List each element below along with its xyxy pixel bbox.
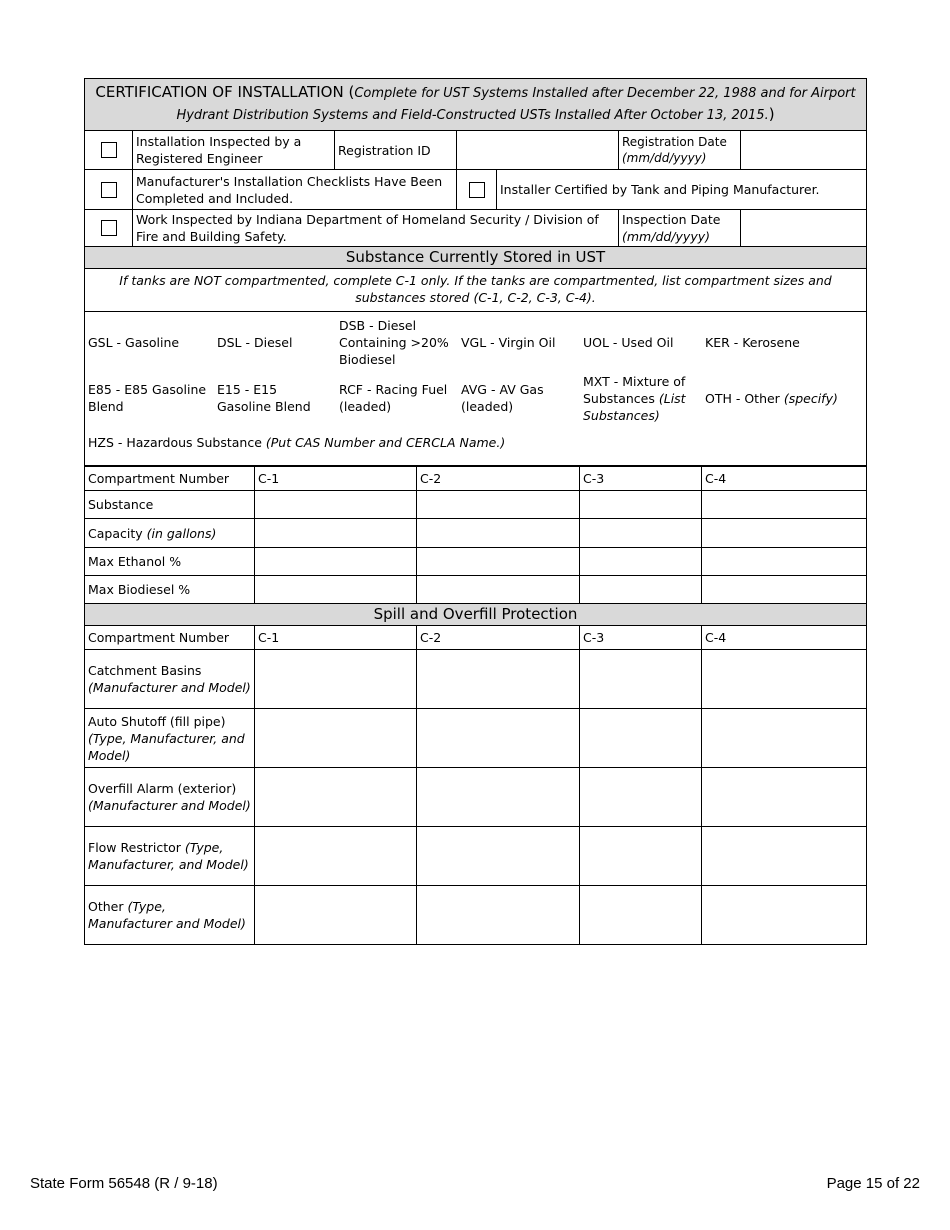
code-oth-note: (specify) bbox=[783, 390, 838, 406]
installer-certified-label: Installer Certified by Tank and Piping Manufacturer. bbox=[497, 170, 867, 210]
code-oth: OTH - Other bbox=[705, 390, 780, 406]
flow-c2-field[interactable] bbox=[417, 827, 580, 886]
other-protection-label: Other (Type, Manufacturer and Model) bbox=[85, 886, 255, 945]
other-c2-field[interactable] bbox=[417, 886, 580, 945]
certification-form bbox=[84, 78, 866, 945]
code-mxt-note: (List Substances) bbox=[583, 390, 686, 423]
code-gsl: GSL - Gasoline bbox=[88, 334, 180, 350]
installer-certified-checkbox[interactable] bbox=[469, 182, 485, 198]
form-table bbox=[84, 78, 867, 466]
checklists-completed-checkbox[interactable] bbox=[101, 182, 117, 198]
certification-subtitle: Complete for UST Systems Installed after December 22, 1988 and for Airport Hydrant Distribution Systems and Field-Constructed USTs Installed After October 13, 2015. bbox=[176, 86, 856, 123]
engineer-inspected-label: Installation Inspected by a Registered Engineer bbox=[133, 131, 335, 170]
flow-c4-field[interactable] bbox=[702, 827, 867, 886]
code-uol: UOL - Used Oil bbox=[583, 334, 674, 350]
substance-row-label: Substance bbox=[85, 491, 255, 519]
engineer-checkbox-cell bbox=[85, 131, 133, 170]
code-avg: AVG - AV Gas (leaded) bbox=[461, 382, 544, 414]
work-inspected-label: Work Inspected by Indiana Department of Homeland Security / Division of Fire and Building Safety. bbox=[133, 210, 619, 247]
ethanol-c4-field[interactable] bbox=[702, 548, 867, 576]
catchment-c3-field[interactable] bbox=[580, 650, 702, 709]
catchment-c1-field[interactable] bbox=[255, 650, 417, 709]
capacity-c4-field[interactable] bbox=[702, 519, 867, 548]
overfill-c2-field[interactable] bbox=[417, 768, 580, 827]
inspection-date-field[interactable] bbox=[741, 210, 867, 247]
substance-c2-field[interactable] bbox=[417, 491, 580, 519]
code-dsb: DSB - Diesel Containing >20% Biodiesel bbox=[339, 317, 449, 367]
spill-header-c3: C-3 bbox=[580, 626, 702, 650]
substance-header-c2: C-2 bbox=[417, 467, 580, 491]
compartment-instructions: If tanks are NOT compartmented, complete C-1 only. If the tanks are compartmented, list compartment sizes and substances stored (C-1, C-2, C-3, C-4). bbox=[85, 269, 867, 312]
code-e85: E85 - E85 Gasoline Blend bbox=[88, 382, 207, 414]
capacity-unit-note: (in gallons) bbox=[146, 525, 217, 541]
catchment-basins-note: (Manufacturer and Model) bbox=[88, 680, 251, 695]
capacity-c1-field[interactable] bbox=[255, 519, 417, 548]
code-vgl: VGL - Virgin Oil bbox=[461, 334, 556, 350]
overfill-alarm-note: (Manufacturer and Model) bbox=[88, 798, 251, 813]
substance-c4-field[interactable] bbox=[702, 491, 867, 519]
biodiesel-c3-field[interactable] bbox=[580, 576, 702, 604]
installer-checkbox-cell bbox=[457, 170, 497, 210]
ethanol-c3-field[interactable] bbox=[580, 548, 702, 576]
page-number: Page 15 of 22 bbox=[826, 1175, 920, 1192]
code-e15: E15 - E15 Gasoline Blend bbox=[217, 382, 311, 414]
other-c1-field[interactable] bbox=[255, 886, 417, 945]
max-ethanol-row-label: Max Ethanol % bbox=[85, 548, 255, 576]
auto-shutoff-label: Auto Shutoff (fill pipe) (Type, Manufacturer, and Model) bbox=[85, 709, 255, 768]
engineer-inspected-checkbox[interactable] bbox=[101, 142, 117, 158]
code-rcf: RCF - Racing Fuel (leaded) bbox=[339, 382, 448, 414]
code-dsl: DSL - Diesel bbox=[217, 334, 293, 350]
overfill-alarm-label: Overfill Alarm (exterior) (Manufacturer and Model) bbox=[85, 768, 255, 827]
substance-header-c1: C-1 bbox=[255, 467, 417, 491]
form-id: State Form 56548 (R / 9-18) bbox=[30, 1175, 218, 1192]
substance-code-legend bbox=[88, 315, 863, 457]
autoshutoff-c2-field[interactable] bbox=[417, 709, 580, 768]
ethanol-c1-field[interactable] bbox=[255, 548, 417, 576]
autoshutoff-c1-field[interactable] bbox=[255, 709, 417, 768]
code-mxt: MXT - Mixture of Substances bbox=[583, 373, 686, 406]
code-oth-cell bbox=[705, 369, 863, 427]
autoshutoff-c3-field[interactable] bbox=[580, 709, 702, 768]
work-checkbox-cell bbox=[85, 210, 133, 247]
section-header-substance: Substance Currently Stored in UST bbox=[85, 247, 867, 269]
substance-compartment-number-label: Compartment Number bbox=[85, 467, 255, 491]
substance-c3-field[interactable] bbox=[580, 491, 702, 519]
biodiesel-c4-field[interactable] bbox=[702, 576, 867, 604]
checklists-completed-label: Manufacturer's Installation Checklists Have Been Completed and Included. bbox=[133, 170, 457, 210]
substance-header-c3: C-3 bbox=[580, 467, 702, 491]
section-header-spill-overfill: Spill and Overfill Protection bbox=[85, 604, 867, 626]
catchment-c4-field[interactable] bbox=[702, 650, 867, 709]
code-hzs-note: (Put CAS Number and CERCLA Name.) bbox=[265, 434, 506, 450]
code-mxt-cell bbox=[583, 369, 705, 427]
other-c4-field[interactable] bbox=[702, 886, 867, 945]
overfill-c3-field[interactable] bbox=[580, 768, 702, 827]
substance-header-c4: C-4 bbox=[702, 467, 867, 491]
biodiesel-c1-field[interactable] bbox=[255, 576, 417, 604]
capacity-row-label: Capacity (in gallons) bbox=[85, 519, 255, 548]
inspection-date-format: (mm/dd/yyyy) bbox=[622, 229, 710, 244]
code-hzs-cell bbox=[88, 427, 863, 457]
substance-code-legend-cell bbox=[85, 312, 867, 466]
registration-date-label-cell bbox=[619, 131, 741, 170]
overfill-c1-field[interactable] bbox=[255, 768, 417, 827]
flow-c1-field[interactable] bbox=[255, 827, 417, 886]
other-protection-note: (Type, Manufacturer and Model) bbox=[88, 899, 246, 931]
max-biodiesel-row-label: Max Biodiesel % bbox=[85, 576, 255, 604]
registration-date-field[interactable] bbox=[741, 131, 867, 170]
inspection-date-label: Inspection Date bbox=[622, 212, 721, 227]
autoshutoff-c4-field[interactable] bbox=[702, 709, 867, 768]
spill-header-c1: C-1 bbox=[255, 626, 417, 650]
spill-compartment-number-label: Compartment Number bbox=[85, 626, 255, 650]
capacity-c2-field[interactable] bbox=[417, 519, 580, 548]
registration-id-field[interactable] bbox=[457, 131, 619, 170]
flow-restrictor-label: Flow Restrictor (Type, Manufacturer, and Model) bbox=[85, 827, 255, 886]
substance-table bbox=[84, 466, 867, 945]
registration-date-label: Registration Date bbox=[622, 135, 727, 149]
registration-id-label: Registration ID bbox=[335, 131, 457, 170]
capacity-c3-field[interactable] bbox=[580, 519, 702, 548]
biodiesel-c2-field[interactable] bbox=[417, 576, 580, 604]
section-header-certification: CERTIFICATION OF INSTALLATION (Complete for UST Systems Installed after December 22, 1988 and for Airport Hydrant Distribution Systems and Field-Constructed USTs Installed After October 13, 2015.) bbox=[85, 79, 867, 131]
spill-header-c4: C-4 bbox=[702, 626, 867, 650]
substance-c1-field[interactable] bbox=[255, 491, 417, 519]
code-hzs: HZS - Hazardous Substance bbox=[88, 434, 262, 450]
other-c3-field[interactable] bbox=[580, 886, 702, 945]
ethanol-c2-field[interactable] bbox=[417, 548, 580, 576]
auto-shutoff-note: (Type, Manufacturer, and Model) bbox=[88, 730, 245, 763]
flow-restrictor-note: (Type, Manufacturer, and Model) bbox=[88, 840, 249, 872]
overfill-c4-field[interactable] bbox=[702, 768, 867, 827]
registration-date-format: (mm/dd/yyyy) bbox=[622, 151, 707, 165]
certification-title: CERTIFICATION OF INSTALLATION bbox=[95, 83, 344, 101]
work-inspected-checkbox[interactable] bbox=[101, 220, 117, 236]
catchment-basins-label: Catchment Basins (Manufacturer and Model) bbox=[85, 650, 255, 709]
spill-header-c2: C-2 bbox=[417, 626, 580, 650]
inspection-date-label-cell bbox=[619, 210, 741, 247]
checklist-checkbox-cell bbox=[85, 170, 133, 210]
flow-c3-field[interactable] bbox=[580, 827, 702, 886]
code-ker: KER - Kerosene bbox=[705, 334, 800, 350]
catchment-c2-field[interactable] bbox=[417, 650, 580, 709]
